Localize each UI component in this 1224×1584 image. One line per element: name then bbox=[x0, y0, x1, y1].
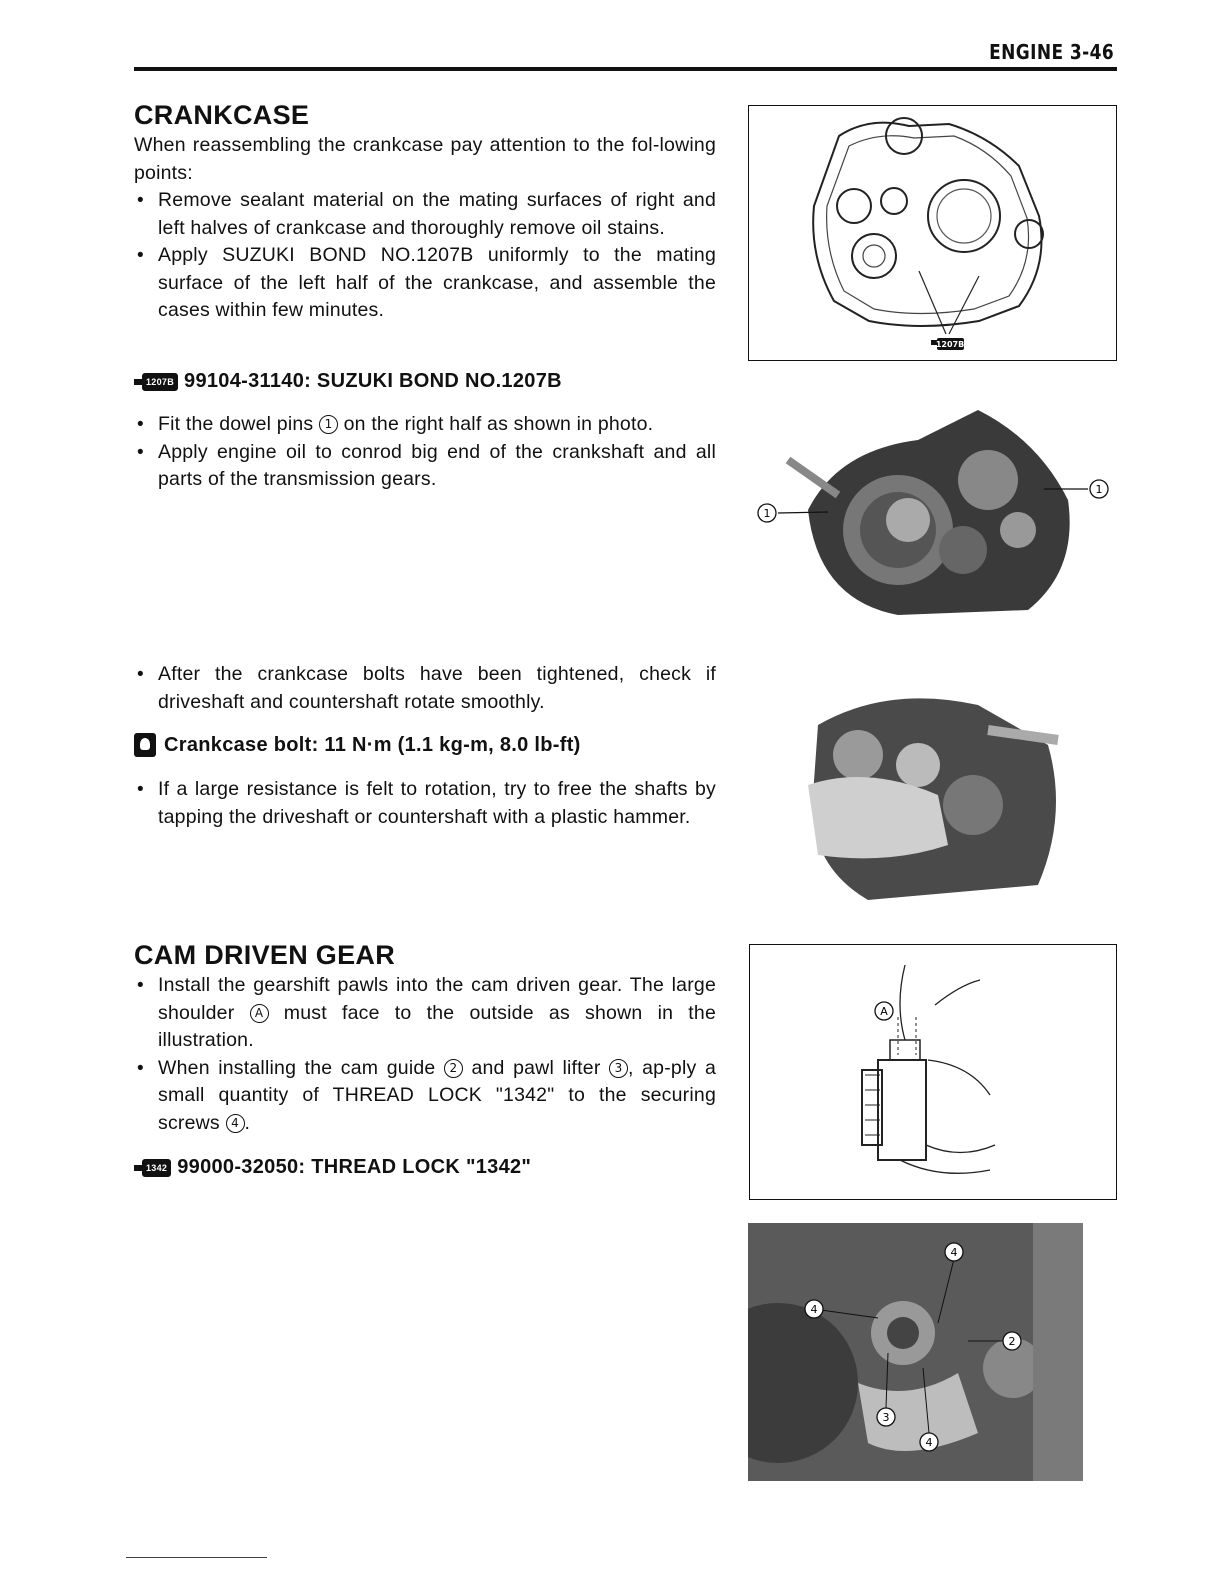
figure-label: 2 bbox=[1008, 1335, 1016, 1348]
figure-label: 3 bbox=[882, 1411, 890, 1424]
cam-section bbox=[134, 940, 716, 1137]
bond-spec-text: 99104-31140: SUZUKI BOND NO.1207B bbox=[184, 370, 562, 392]
bond-spec bbox=[134, 370, 716, 393]
figure-label: 4 bbox=[950, 1246, 958, 1259]
figure-label: A bbox=[880, 1005, 888, 1018]
cam-gear-illustration bbox=[749, 944, 1117, 1200]
figure-label: 1207B bbox=[935, 340, 965, 349]
crankcase-bullets bbox=[134, 187, 716, 325]
list-item: • Apply SUZUKI BOND NO.1207B uniformly to the mating surface of the left half of the crankcase, and assemble the cases within few minutes. bbox=[134, 242, 716, 325]
torque-spec bbox=[134, 733, 716, 757]
thread-lock-tube-icon: 1342 bbox=[134, 1159, 171, 1177]
bond-tube-icon: 1207B bbox=[134, 373, 178, 391]
thread-lock-spec-text: 99000-32050: THREAD LOCK "1342" bbox=[177, 1156, 532, 1178]
list-item: • If a large resistance is felt to rotation, try to free the shafts by tapping the driveshaft or countershaft with a plastic hammer. bbox=[134, 776, 716, 831]
thread-lock-spec bbox=[134, 1156, 716, 1179]
cam-gear-illustration-drawing bbox=[750, 945, 1116, 1199]
header-rule bbox=[134, 67, 1117, 71]
cam-gear-photo bbox=[748, 1223, 1083, 1481]
footer-link-underline bbox=[126, 1557, 267, 1558]
figure-label: 1 bbox=[1095, 483, 1103, 496]
dowel-pins-photo-drawing bbox=[748, 400, 1118, 625]
callout-4-icon: 4 bbox=[226, 1114, 245, 1133]
list-item: • Apply engine oil to conrod big end of the crankshaft and all parts of the transmission gears. bbox=[134, 439, 716, 494]
page-header: ENGINE 3-46 bbox=[988, 40, 1114, 64]
callout-a-icon: A bbox=[250, 1004, 269, 1023]
callout-3-icon: 3 bbox=[609, 1059, 628, 1078]
crankcase-section bbox=[134, 100, 716, 325]
crankcase-bullets-3 bbox=[134, 661, 716, 716]
callout-1-icon: 1 bbox=[319, 415, 338, 434]
list-item: • Fit the dowel pins 1 on the right half as shown in photo. bbox=[134, 411, 716, 439]
figure-label: 4 bbox=[925, 1436, 933, 1449]
callout-2-icon: 2 bbox=[444, 1059, 463, 1078]
torque-wrench-icon bbox=[134, 733, 156, 757]
shaft-rotation-photo-drawing bbox=[748, 665, 1078, 915]
section-heading-cam-driven-gear: CAM DRIVEN GEAR bbox=[134, 940, 396, 970]
crankcase-diagram-figure bbox=[748, 105, 1117, 361]
crankcase-bullets-4 bbox=[134, 776, 716, 831]
cam-gear-photo-drawing bbox=[748, 1223, 1083, 1481]
dowel-pins-photo bbox=[748, 400, 1118, 625]
section-heading-crankcase: CRANKCASE bbox=[134, 100, 310, 130]
list-item: • When installing the cam guide 2 and pawl lifter 3 , ap-ply a small quantity of THREAD LOCK "1342" to the securing screws 4 . bbox=[134, 1055, 716, 1138]
figure-label: 4 bbox=[810, 1303, 818, 1316]
crankcase-bullets-2 bbox=[134, 411, 716, 494]
list-item: • After the crankcase bolts have been tightened, check if driveshaft and countershaft rotate smoothly. bbox=[134, 661, 716, 716]
list-item: • Remove sealant material on the mating surfaces of right and left halves of crankcase and thoroughly remove oil stains. bbox=[134, 187, 716, 242]
figure-label: 1 bbox=[763, 507, 771, 520]
torque-spec-text: Crankcase bolt: 11 N·m (1.1 kg-m, 8.0 lb-ft) bbox=[164, 733, 581, 756]
crankcase-intro: When reassembling the crankcase pay attention to the fol-lowing points: bbox=[134, 134, 716, 184]
crankcase-outline-drawing bbox=[749, 106, 1116, 360]
list-item: • Install the gearshift pawls into the cam driven gear. The large shoulder A must face to the outside as shown in the illustration. bbox=[134, 972, 716, 1055]
shaft-rotation-photo bbox=[748, 665, 1078, 915]
